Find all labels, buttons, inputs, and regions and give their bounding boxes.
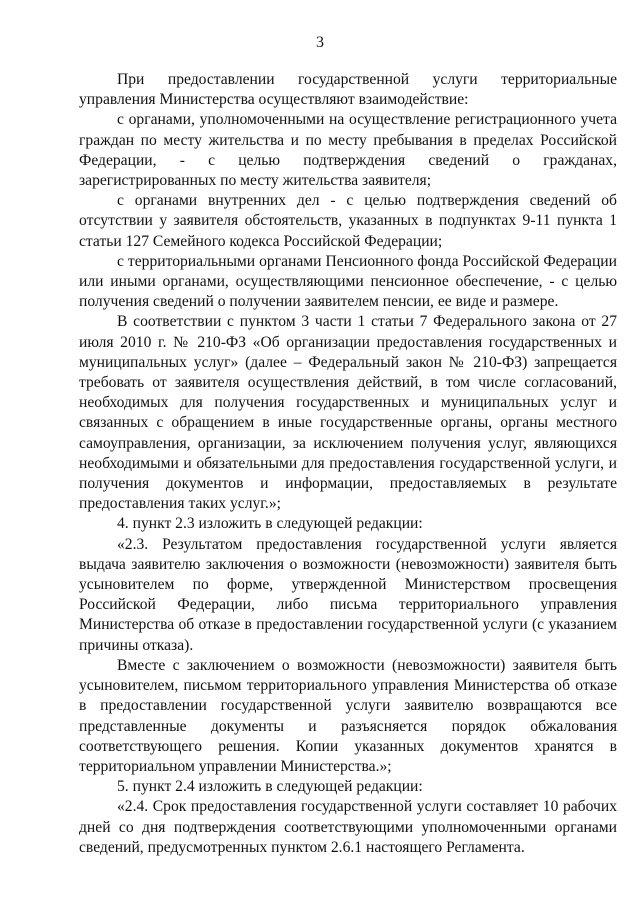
paragraph-clause-2-3: «2.3. Результатом предоставления государственной услуги является выдача заявителю заключения о возможности (невозможности) заявителя быть усыновителем по форме, утвержденной Министерством просвещения Российской Федерации, либо письма территориального управления Министерства об отказе в предоставлении государственной услуги (с указанием причины отказа).	[79, 535, 617, 654]
paragraph-item-4: 4. пункт 2.3 изложить в следующей редакции:	[117, 515, 423, 533]
paragraph-registration-bodies: с органами, уполномоченными на осуществление регистрационного учета граждан по месту жительства и по месту пребывания в пределах Российской Федерации, - с целью подтверждения сведений о гражданах, зарегистрированных по месту жительства заявителя;	[79, 111, 617, 190]
paragraph-pension-fund: с территориальными органами Пенсионного фонда Российской Федерации или иными органами, осуществляющими пенсионное обеспечение, - с целью получения сведений о получении заявителем пенсии, ее виде и размере.	[79, 252, 617, 311]
paragraph-item-5: 5. пункт 2.4 изложить в следующей редакции:	[117, 778, 423, 796]
document-body	[79, 70, 617, 858]
paragraph-clause-2-4: «2.4. Срок предоставления государственной услуги составляет 10 рабочих дней со дня подтверждения соответствующими уполномоченными органами сведений, предусмотренных пунктом 2.6.1 настоящего Регламента.	[79, 798, 617, 856]
paragraph-federal-law-210: В соответствии с пунктом 3 части 1 статьи 7 Федерального закона от 27 июля 2010 г. № 210-ФЗ «Об организации предоставления государственных и муниципальных услуг» (далее – Федеральный закон № 210-ФЗ) запрещается требовать от заявителя осуществления действий, в том числе согласований, необходимых для получения государственных и муниципальных услуг и связанных с обращением в иные государственные органы, органы местного самоуправления, организации, за исключением получения услуг, являющихся необходимыми и обязательными для предоставления государственной услуги, и получения документов и информации, предоставляемых в результате предоставления таких услуг.»;	[79, 313, 617, 513]
paragraph-interaction-intro: При предоставлении государственной услуги территориальные управления Министерства осуществляют взаимодействие:	[79, 71, 617, 109]
paragraph-documents-returned: Вместе с заключением о возможности (невозможности) заявителя быть усыновителем, письмом территориального управления Министерства об отказе в предоставлении государственной услуги заявителю возвращаются все представленные документы и разъясняется порядок обжалования соответствующего решения. Копии указанных документов хранятся в территориальном управлении Министерства.»;	[79, 656, 617, 775]
page-number: 3	[316, 34, 324, 51]
paragraph-internal-affairs: с органами внутренних дел - с целью подтверждения сведений об отсутствии у заявителя обстоятельств, указанных в подпунктах 9-11 пункта 1 статьи 127 Семейного кодекса Российской Федерации;	[79, 192, 617, 250]
